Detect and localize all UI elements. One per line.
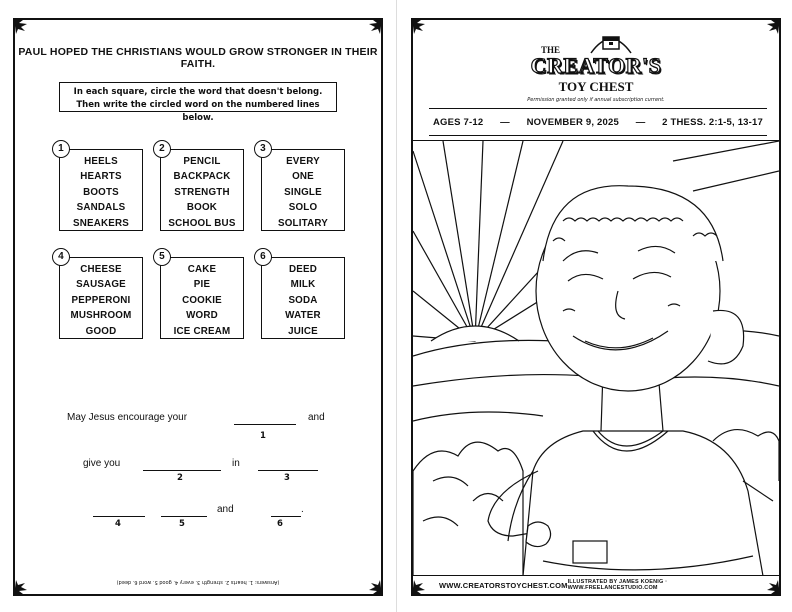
lesson-date: NOVEMBER 9, 2025 (526, 116, 619, 128)
word-option[interactable]: CAKE (187, 264, 217, 275)
coloring-illustration (413, 140, 779, 576)
age-range: AGES 7-12 (433, 116, 484, 128)
square-number: 3 (254, 140, 272, 158)
word-option[interactable]: PIE (193, 279, 211, 291)
sentence-period: . (301, 504, 304, 515)
word-option[interactable]: PEPPERONI (71, 294, 131, 306)
word-option[interactable]: COOKIE (182, 294, 222, 306)
activity-page (13, 18, 383, 596)
illustrator-credit: ILLUSTRATED BY JAMES KOENIG · WWW.FREELANCESTUDIO.COM (567, 579, 668, 591)
logo-the: THE (541, 45, 561, 55)
blank-number: 6 (277, 519, 283, 529)
word-option[interactable]: HEELS (84, 156, 118, 167)
toy-chest-icon (589, 29, 633, 55)
word-option[interactable]: CHEESE (80, 264, 122, 275)
square-number: 2 (153, 140, 171, 158)
word-option[interactable]: ICE CREAM (173, 325, 231, 337)
word-option[interactable]: ONE (292, 171, 314, 183)
word-option[interactable]: SODA (288, 294, 318, 306)
sentence-text: in (232, 458, 240, 469)
blank-number: 1 (260, 431, 266, 441)
answer-blank-3[interactable] (258, 470, 318, 471)
word-option[interactable]: SOLITARY (277, 217, 329, 229)
instructions-box (59, 82, 337, 123)
answer-blank-1[interactable] (234, 424, 296, 425)
logo-title: CREATOR'S (530, 53, 662, 78)
answer-key: (Answers: 1. hearts 2. strength 3. every 4. good 5. word 6. deed) (116, 579, 280, 585)
coloring-page (411, 18, 781, 596)
square-number: 4 (52, 248, 70, 266)
answer-blank-6[interactable] (271, 516, 301, 517)
square-number: 6 (254, 248, 272, 266)
square-number: 1 (52, 140, 70, 158)
separator: — (635, 116, 646, 128)
sentence-text: May Jesus encourage your (67, 412, 188, 423)
leaf-corner-icon (359, 18, 383, 42)
leaf-corner-icon (13, 18, 37, 42)
word-square-4 (58, 251, 143, 339)
word-option[interactable]: SCHOOL BUS (168, 217, 236, 229)
word-option[interactable]: BOOK (186, 202, 218, 214)
word-option[interactable]: BACKPACK (173, 171, 231, 183)
separator: — (500, 116, 510, 128)
word-option[interactable]: HEARTS (80, 171, 122, 183)
word-option[interactable]: STRENGTH (174, 186, 230, 198)
leaf-corner-icon (757, 18, 781, 42)
word-option[interactable]: SNEAKERS (72, 217, 130, 229)
word-option[interactable]: SINGLE (284, 186, 322, 198)
word-option[interactable]: WORD (186, 310, 218, 322)
fold-line (396, 0, 397, 612)
answer-blank-2[interactable] (143, 470, 221, 471)
sentence-text: give you (83, 458, 121, 469)
word-square-3 (260, 143, 345, 231)
word-option[interactable]: PENCIL (183, 156, 221, 167)
word-option[interactable]: SAUSAGE (76, 279, 126, 291)
page-footer (413, 575, 779, 594)
leaf-corner-icon (411, 18, 435, 42)
smiling-boy-illustration (413, 141, 779, 576)
blank-number: 5 (179, 519, 185, 529)
answer-blank-5[interactable] (161, 516, 207, 517)
word-option[interactable]: WATER (285, 310, 321, 322)
word-square-2 (159, 143, 244, 231)
permission-note: Permission granted only if annual subscription current. (527, 97, 665, 103)
answer-blank-4[interactable] (93, 516, 145, 517)
square-number: 5 (153, 248, 171, 266)
sentence-text: and (308, 412, 325, 423)
instructions-line: In each square, circle the word that doesn't belong. (73, 87, 323, 97)
word-option[interactable]: SANDALS (76, 202, 126, 214)
blank-number: 4 (115, 519, 121, 529)
word-square-6 (260, 251, 345, 339)
blank-number: 3 (284, 473, 290, 483)
word-option[interactable]: MUSHROOM (70, 310, 132, 322)
word-option[interactable]: JUICE (288, 325, 318, 337)
scripture-reference: 2 THESS. 2:1-5, 13-17 (662, 116, 763, 128)
word-option[interactable]: MILK (290, 279, 316, 291)
word-option[interactable]: BOOTS (83, 186, 119, 198)
sentence-text: and (217, 504, 234, 515)
word-option[interactable]: DEED (288, 264, 318, 275)
website-link[interactable]: WWW.CREATORSTOYCHEST.COM (439, 580, 568, 590)
page-title: PAUL HOPED THE CHRISTIANS WOULD GROW STRONGER IN THEIR FAITH. (18, 46, 378, 70)
lesson-info-bar (429, 108, 767, 136)
word-option[interactable]: SOLO (288, 202, 318, 214)
word-option[interactable]: GOOD (85, 325, 117, 337)
word-square-5 (159, 251, 244, 339)
blank-number: 2 (177, 473, 183, 483)
word-option[interactable]: EVERY (286, 156, 320, 167)
logo-subtitle: TOY CHEST (558, 79, 634, 94)
word-square-1 (58, 143, 143, 231)
instructions-line: Then write the circled word on the numbered lines below. (76, 100, 320, 123)
